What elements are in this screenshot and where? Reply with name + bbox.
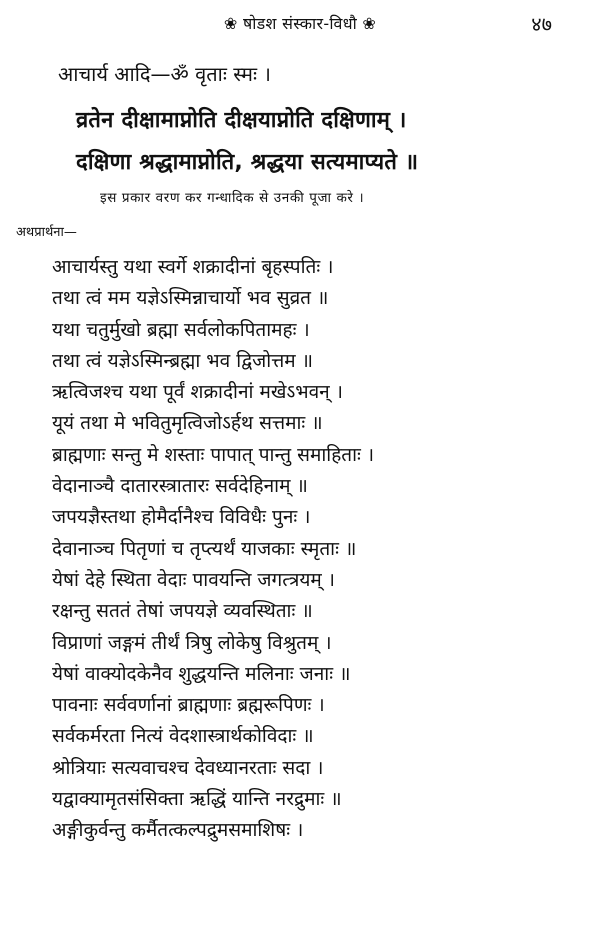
prayer-line: तथा त्वं मम यज्ञेऽस्मिन्नाचार्यो भव सुव्रत ॥ [52,287,329,310]
prayer-line: यूयं तथा मे भवितुमृत्विजोऽर्हथ सत्तमाः ॥ [52,412,323,435]
section-label: अथप्रार्थना— [16,225,77,240]
prayer-line: श्रोत्रियाः सत्यवाचश्च देवध्यानरताः सदा । [52,756,324,779]
prayer-line: वेदानाञ्चै दातारस्त्रातारः सर्वदेहिनाम् ॥ [52,475,308,498]
prayer-line: अङ्गीकुर्वन्तु कर्मैतत्कल्पद्रुमसमाशिषः । [52,819,304,842]
prayer-line: विप्राणां जङ्गमं तीर्थं त्रिषु लोकेषु विश्रुतम् । [52,631,332,654]
instruction-note: इस प्रकार वरण कर गन्धादिक से उनकी पूजा करे । [100,190,365,206]
prayer-line: ब्राह्मणाः सन्तु मे शस्ताः पापात् पान्तु समाहिताः । [52,443,375,466]
prayer-line: येषां देहे स्थिता वेदाः पावयन्ति जगत्त्रयम् । [52,568,335,591]
prayer-line: पावनाः सर्ववर्णानां ब्राह्मणाः ब्रह्मरूपिणः । [52,694,325,717]
prayer-line: यथा चतुर्मुखो ब्रह्मा सर्वलोकपितामहः । [52,318,310,341]
prayer-line: आचार्यस्तु यथा स्वर्गे शक्रादीनां बृहस्पतिः । [52,256,334,278]
page-number: ४७ [531,12,552,36]
prayer-line: रक्षन्तु सततं तेषां जपयज्ञे व्यवस्थिताः ॥ [52,600,313,623]
prayer-verses [52,252,572,847]
prayer-line: ऋत्विजश्च यथा पूर्वं शक्रादीनां मखेऽभवन् । [52,381,343,404]
prayer-line: तथा त्वं यज्ञेऽस्मिन्ब्रह्मा भव द्विजोत्तम ॥ [52,349,314,372]
prayer-line: येषां वाक्योदकेनैव शुद्धयन्ति मलिनाः जनाः ॥ [52,662,351,685]
page-header [0,10,600,40]
prayer-line: देवानाञ्च पितृणां च तृप्त्यर्थं याजकाः स्मृताः ॥ [52,537,357,560]
prayer-line: सर्वकर्मरता नित्यं वेदशास्त्रार्थकोविदाः ॥ [52,725,314,748]
verse-line-1: व्रतेन दीक्षामाप्नोति दीक्षयाप्नोति दक्षिणाम् । [76,108,407,133]
prayer-line: यद्वाक्यामृतसंसिक्ता ऋद्धिं यान्ति नरद्रुमाः ॥ [52,788,342,811]
verse-line-2: दक्षिणा श्रद्धामाप्नोति, श्रद्धया सत्यमाप्यते ॥ [76,150,419,175]
prayer-line: जपयज्ञैस्तथा होमैर्दानैश्च विविधैः पुनः । [52,506,311,529]
acharya-response-line: आचार्य आदि—ॐ वृताः स्मः । [58,62,271,86]
running-title: ❀ षोडश संस्कार-विधौ ❀ [223,14,377,33]
